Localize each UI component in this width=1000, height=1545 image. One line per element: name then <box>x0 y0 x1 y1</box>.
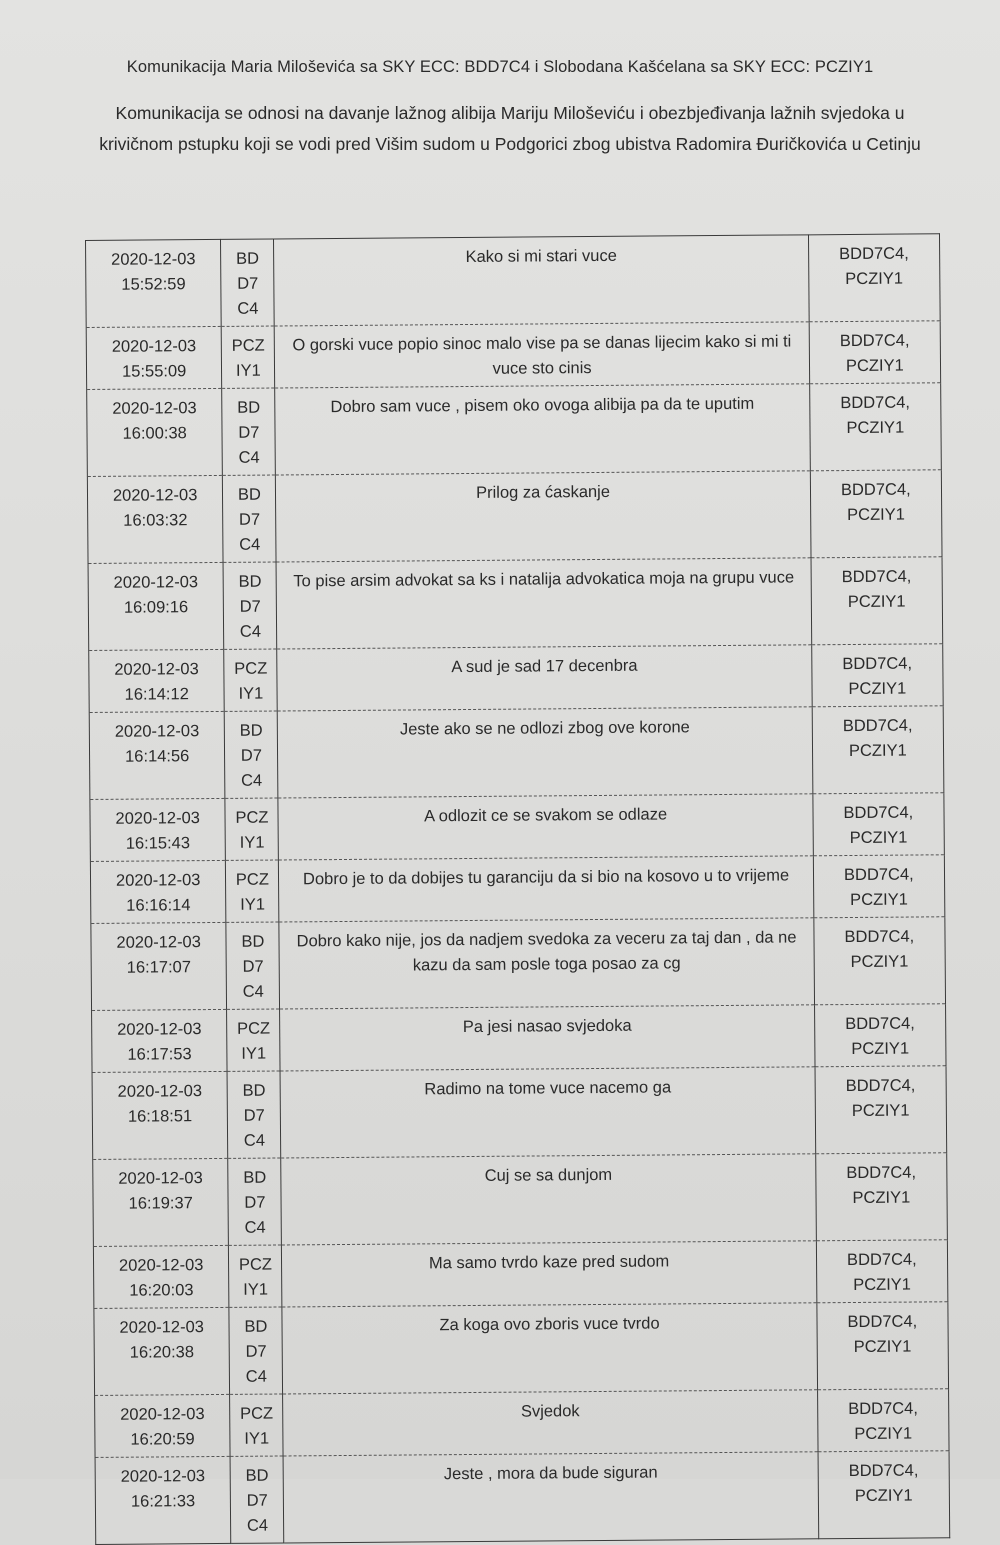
timestamp-cell <box>86 326 222 389</box>
sender-cell <box>222 388 276 475</box>
table-row <box>88 557 943 651</box>
message-time: 16:14:12 <box>124 685 189 704</box>
sender-id-part: BD <box>235 249 260 268</box>
recipients-cell: BDD7C4, PCZIY1 <box>812 706 944 794</box>
sender-cell <box>225 798 279 860</box>
message-text: Prilog za ćaskanje <box>276 471 811 562</box>
sender-id-part: D7 <box>243 1106 265 1125</box>
sender-id-part: BD <box>244 1317 268 1336</box>
message-text: O gorski vuce popio sinoc malo vise pa se danas lijecim kako si mi ti vuce sto cinis <box>275 322 810 388</box>
message-date: 2020-12-03 <box>117 1020 202 1039</box>
sender-cell <box>226 922 280 1009</box>
table-row <box>94 1302 949 1396</box>
recipients-cell: BDD7C4, PCZIY1 <box>814 1004 946 1067</box>
message-date: 2020-12-03 <box>120 1467 206 1486</box>
table-row <box>86 321 940 390</box>
table-row <box>93 1153 948 1247</box>
recipients-cell: BDD7C4, PCZIY1 <box>815 1153 947 1241</box>
sender-cell <box>226 860 280 922</box>
sender-id-part: D7 <box>239 597 261 616</box>
timestamp-cell <box>91 922 227 1010</box>
sender-id-part: BD <box>237 485 261 504</box>
recipients-cell: BDD7C4, PCZIY1 <box>808 234 940 322</box>
sender-id-part: BD <box>242 1081 266 1100</box>
sender-cell <box>225 711 279 798</box>
sender-id-part: D7 <box>237 274 259 293</box>
message-text: Dobro kako nije, jos da nadjem svedoka za veceru za taj dan , da ne kazu da sam posle toga posao za cg <box>279 918 814 1009</box>
sender-id-part: D7 <box>240 746 263 765</box>
message-time: 16:00:38 <box>122 424 187 443</box>
sender-cell <box>223 475 277 562</box>
recipients-cell: BDD7C4, PCZIY1 <box>813 793 945 856</box>
table-row <box>90 855 944 924</box>
sender-id-part: IY1 <box>239 833 265 852</box>
table-row <box>92 1004 946 1073</box>
message-text: Radimo na tome vuce nacemo ga <box>280 1067 815 1158</box>
message-time: 16:20:38 <box>129 1343 195 1362</box>
message-date: 2020-12-03 <box>120 1405 205 1424</box>
message-time: 16:20:59 <box>130 1430 195 1449</box>
message-date: 2020-12-03 <box>118 1169 203 1188</box>
message-table-body <box>86 234 950 1545</box>
message-text: Dobro je to da dobijes tu garanciju da si bio na kosovo u to vrijeme <box>279 856 814 922</box>
sender-id-part: BD <box>245 1466 269 1485</box>
timestamp-cell <box>90 860 226 923</box>
timestamp-cell <box>88 562 224 650</box>
message-date: 2020-12-03 <box>115 871 201 890</box>
sender-id-part: PCZ <box>231 336 265 355</box>
sender-cell <box>230 1394 284 1456</box>
timestamp-cell <box>94 1307 230 1395</box>
message-text: Ma samo tvrdo kaze pred sudom <box>282 1241 817 1307</box>
message-time: 15:52:59 <box>121 275 186 294</box>
message-date: 2020-12-03 <box>119 1318 204 1337</box>
message-time: 16:17:07 <box>126 958 192 977</box>
sender-id-part: C4 <box>243 1131 266 1150</box>
sender-id-part: D7 <box>238 510 261 529</box>
sender-id-part: C4 <box>237 299 259 318</box>
message-time: 16:17:53 <box>127 1045 192 1064</box>
message-text: Pa jesi nasao svjedoka <box>280 1005 815 1071</box>
message-text: Jeste , mora da bude siguran <box>283 1452 818 1543</box>
sender-id-part: PCZ <box>236 1019 271 1038</box>
timestamp-cell <box>89 711 225 799</box>
sender-id-part: C4 <box>238 448 260 467</box>
message-text: Svjedok <box>283 1390 818 1456</box>
table-row <box>93 1240 947 1309</box>
recipients-cell: BDD7C4, PCZIY1 <box>816 1240 948 1303</box>
recipients-cell: BDD7C4, PCZIY1 <box>817 1389 949 1452</box>
table-row <box>89 706 944 800</box>
table-row <box>90 793 944 862</box>
sender-id-part: BD <box>243 1168 267 1187</box>
timestamp-cell <box>92 1009 228 1072</box>
table-row <box>87 470 942 564</box>
message-text: Za koga ovo zboris vuce tvrdo <box>282 1303 817 1394</box>
timestamp-cell <box>87 475 223 563</box>
sender-id-part: D7 <box>246 1491 268 1510</box>
sender-id-part: IY1 <box>240 895 266 914</box>
sender-id-part: IY1 <box>235 361 261 380</box>
message-text: A odlozit ce se svakom se odlaze <box>278 794 813 860</box>
timestamp-cell <box>93 1158 229 1246</box>
table-row <box>89 644 943 713</box>
sender-cell <box>221 239 275 326</box>
message-date: 2020-12-03 <box>112 399 197 418</box>
table-row <box>87 383 942 477</box>
message-table <box>85 233 950 1545</box>
sender-id-part: BD <box>239 721 263 740</box>
message-date: 2020-12-03 <box>112 486 198 505</box>
message-text: Dobro sam vuce , pisem oko ovoga alibija pa da te uputim <box>275 384 810 475</box>
message-time: 16:14:56 <box>125 747 190 766</box>
sender-id-part: BD <box>237 398 261 417</box>
timestamp-cell <box>90 798 226 861</box>
message-text: Cuj se sa dunjom <box>281 1154 816 1245</box>
timestamp-cell <box>95 1394 231 1457</box>
message-time: 16:09:16 <box>123 598 189 617</box>
sender-cell <box>228 1158 282 1245</box>
sender-cell <box>224 649 278 711</box>
message-date: 2020-12-03 <box>117 1082 203 1101</box>
message-date: 2020-12-03 <box>114 660 199 679</box>
message-time: 16:21:33 <box>130 1492 196 1511</box>
sender-id-part: IY1 <box>241 1044 267 1063</box>
sender-id-part: D7 <box>242 957 264 976</box>
sender-id-part: PCZ <box>235 808 269 827</box>
table-row <box>91 917 946 1011</box>
message-time: 16:19:37 <box>128 1194 193 1213</box>
message-time: 16:03:32 <box>123 511 188 530</box>
sender-id-part: C4 <box>239 535 261 554</box>
message-time: 15:55:09 <box>121 362 187 381</box>
timestamp-cell <box>86 239 222 327</box>
sender-cell <box>230 1456 284 1543</box>
sender-cell <box>227 1009 281 1071</box>
message-date: 2020-12-03 <box>118 1256 204 1275</box>
sender-cell <box>227 1071 281 1158</box>
message-text: Kako si mi stari vuce <box>274 235 809 326</box>
recipients-cell: BDD7C4, PCZIY1 <box>815 1066 947 1154</box>
recipients-cell: BDD7C4, PCZIY1 <box>814 917 946 1005</box>
sender-id-part: BD <box>241 932 265 951</box>
recipients-cell: BDD7C4, PCZIY1 <box>813 855 945 918</box>
sender-id-part: IY1 <box>238 684 264 703</box>
recipients-cell: BDD7C4, PCZIY1 <box>818 1451 950 1539</box>
message-date: 2020-12-03 <box>116 933 201 952</box>
sender-id-part: PCZ <box>240 1404 274 1423</box>
sender-id-part: C4 <box>242 982 264 1001</box>
sender-cell <box>229 1245 283 1307</box>
sender-id-part: D7 <box>238 423 260 442</box>
sender-id-part: PCZ <box>234 659 268 678</box>
sender-id-part: C4 <box>244 1218 266 1237</box>
timestamp-cell <box>93 1245 229 1308</box>
sender-cell <box>221 326 275 388</box>
sender-id-part: IY1 <box>243 1280 269 1299</box>
recipients-cell: BDD7C4, PCZIY1 <box>811 557 943 645</box>
sender-cell <box>223 562 277 649</box>
message-date: 2020-12-03 <box>111 250 196 269</box>
message-date: 2020-12-03 <box>111 337 197 356</box>
message-date: 2020-12-03 <box>115 809 200 828</box>
sender-id-part: PCZ <box>235 870 269 889</box>
message-text: Jeste ako se ne odlozi zbog ove korone <box>278 707 813 798</box>
table-row <box>95 1451 950 1545</box>
sender-id-part: BD <box>238 572 262 591</box>
sender-id-part: D7 <box>244 1193 266 1212</box>
sender-id-part: PCZ <box>238 1255 272 1274</box>
message-time: 16:15:43 <box>125 834 191 853</box>
sender-id-part: C4 <box>246 1516 269 1535</box>
document-description: Komunikacija se odnosi na davanje lažnog alibija Mariju Miloševiću i obezbjeđivanja lažnih svjedoka u krivičnom pstupku koji se vodi pred Višim sudom u Podgorici zbog ubistva Radomira Đuričkovića u Cetinju <box>99 103 921 154</box>
message-date: 2020-12-03 <box>114 722 200 741</box>
recipients-cell: BDD7C4, PCZIY1 <box>810 470 942 558</box>
recipients-cell: BDD7C4, PCZIY1 <box>811 644 943 707</box>
message-text: A sud je sad 17 decenbra <box>277 645 812 711</box>
recipients-cell: BDD7C4, PCZIY1 <box>809 321 941 384</box>
sender-id-part: IY1 <box>244 1429 270 1448</box>
recipients-cell: BDD7C4, PCZIY1 <box>817 1302 949 1390</box>
recipients-cell: BDD7C4, PCZIY1 <box>809 383 941 471</box>
sender-id-part: D7 <box>245 1342 267 1361</box>
table-row <box>95 1389 949 1458</box>
sender-cell <box>229 1307 283 1394</box>
message-time: 16:20:03 <box>129 1281 194 1300</box>
timestamp-cell <box>95 1456 231 1544</box>
table-row <box>86 234 941 328</box>
document-title: Komunikacija Maria Miloševića sa SKY ECC: BDD7C4 i Slobodana Kašćelana sa SKY ECC: PCZIY1 <box>126 58 874 76</box>
sender-id-part: C4 <box>240 771 263 790</box>
sender-id-part: C4 <box>245 1367 267 1386</box>
message-date: 2020-12-03 <box>113 573 199 592</box>
message-time: 16:18:51 <box>127 1107 193 1126</box>
timestamp-cell <box>92 1071 228 1159</box>
timestamp-cell <box>87 388 223 476</box>
timestamp-cell <box>89 649 225 712</box>
sender-id-part: C4 <box>239 622 262 641</box>
table-row <box>92 1066 947 1160</box>
message-time: 16:16:14 <box>126 896 191 915</box>
message-text: To pise arsim advokat sa ks i natalija advokatica moja na grupu vuce <box>276 558 811 649</box>
